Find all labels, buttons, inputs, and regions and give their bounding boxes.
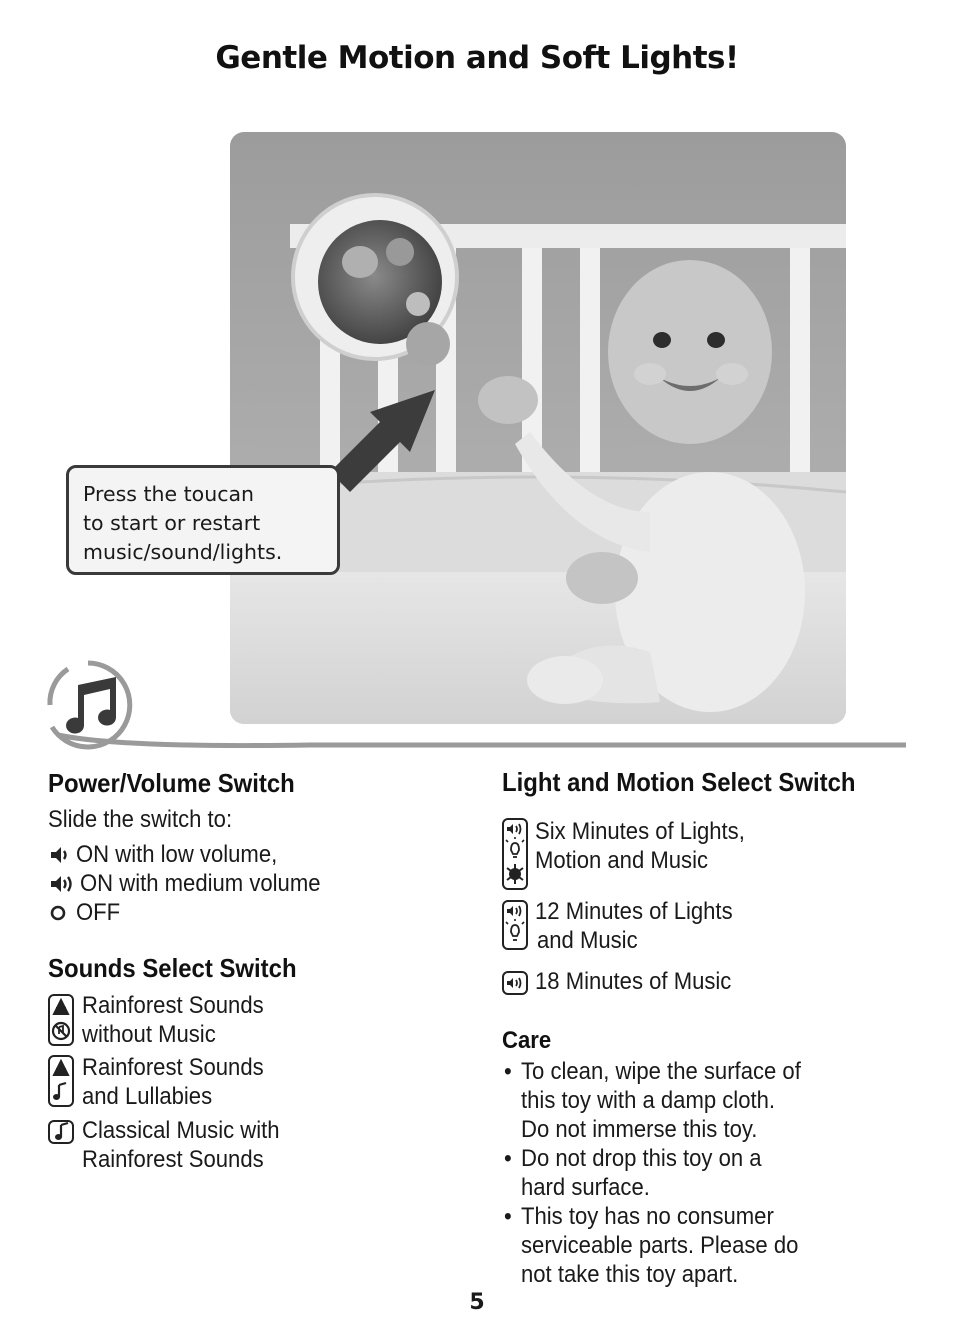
page-number: 5: [469, 1290, 485, 1315]
care-bullet: •: [504, 1203, 512, 1230]
sounds-option-line: without Music: [82, 1021, 216, 1048]
light-motion-option-1-icons: [502, 818, 528, 895]
low-volume-icon: [48, 841, 72, 869]
care-item-line: hard surface.: [521, 1174, 650, 1201]
care-item-line: Do not drop this toy on a: [521, 1145, 762, 1172]
power-option-medium: ON with medium volume: [80, 870, 321, 897]
music-badge-icon: [40, 655, 136, 751]
care-item-line: this toy with a damp cloth.: [521, 1087, 776, 1114]
sounds-heading: Sounds Select Switch: [48, 953, 297, 983]
music-note-icon: [48, 1120, 74, 1144]
power-volume-heading: Power/Volume Switch: [48, 768, 295, 798]
care-heading: Care: [502, 1027, 552, 1054]
light-motion-heading: Light and Motion Select Switch: [502, 767, 856, 797]
light-motion-option-line: 18 Minutes of Music: [535, 968, 732, 995]
sound-icon: [502, 971, 528, 995]
sounds-option-line: Rainforest Sounds: [82, 1054, 264, 1081]
medium-volume-icon: [48, 870, 76, 898]
sound-light-icon: [502, 900, 528, 950]
light-motion-option-line: Motion and Music: [535, 847, 709, 874]
care-item-line: not take this toy apart.: [521, 1261, 739, 1288]
light-motion-option-2-icons: [502, 900, 528, 955]
care-item-line: serviceable parts. Please do: [521, 1232, 799, 1259]
sounds-option-line: and Lullabies: [82, 1083, 213, 1110]
care-item-line: This toy has no consumer: [521, 1203, 774, 1230]
rainforest-icon: [48, 994, 74, 1046]
sounds-option-line: Rainforest Sounds: [82, 1146, 264, 1173]
light-motion-option-line: 12 Minutes of Lights: [535, 898, 733, 925]
sounds-option-line: Rainforest Sounds: [82, 992, 264, 1019]
callout-line: music/sound/lights.: [83, 540, 283, 564]
power-intro: Slide the switch to:: [48, 806, 233, 833]
sound-light-motion-icon: [502, 818, 528, 890]
off-icon: [48, 899, 72, 927]
page-title: Gentle Motion and Soft Lights!: [215, 40, 739, 76]
care-bullet: •: [504, 1058, 512, 1085]
power-option-low: ON with low volume,: [76, 841, 278, 868]
rainforest-music-icon: [48, 1055, 74, 1107]
sounds-option-line: Classical Music with: [82, 1117, 280, 1144]
light-motion-option-line: and Music: [537, 927, 638, 954]
sounds-option-1-icons: [48, 994, 74, 1051]
power-option-off: OFF: [76, 899, 121, 926]
callout-line: Press the toucan: [83, 482, 255, 506]
care-item-line: Do not immerse this toy.: [521, 1116, 758, 1143]
light-motion-option-line: Six Minutes of Lights,: [535, 818, 745, 845]
sounds-option-3-icons: [48, 1120, 74, 1149]
care-item-line: To clean, wipe the surface of: [521, 1058, 801, 1085]
light-motion-option-3-icons: [502, 971, 528, 1000]
care-bullet: •: [504, 1145, 512, 1172]
sounds-option-2-icons: [48, 1055, 74, 1112]
callout-line: to start or restart: [83, 511, 261, 535]
